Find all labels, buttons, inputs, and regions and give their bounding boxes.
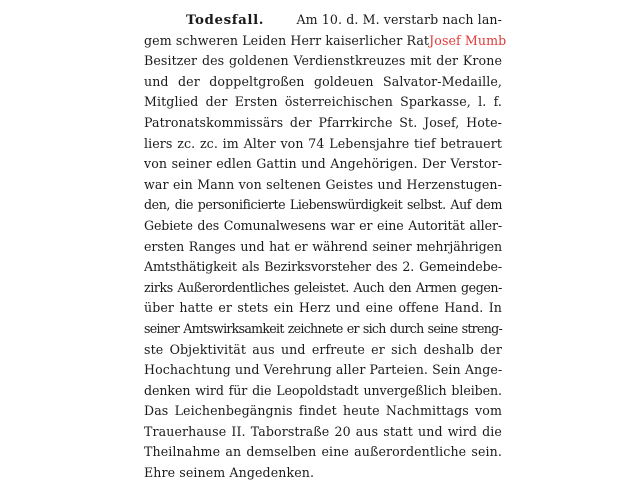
article-line xyxy=(144,92,502,113)
article-line xyxy=(144,340,502,361)
article-line-closing xyxy=(144,463,502,484)
article-line-2 xyxy=(144,31,507,52)
article-text: von seiner edlen Gattin und Angehörigen. Der Verstor- xyxy=(144,156,502,172)
deceased-name-highlight: Josef Mumb xyxy=(429,32,507,48)
article-text: Am 10. d. M. verstarb nach lan- xyxy=(296,12,502,27)
article-text: Mitglied der Ersten österreichischen Sparkasse, l. f. xyxy=(144,94,502,110)
article-line xyxy=(144,134,502,155)
article-text: seiner Amtswirksamkeit zeichnete er sich durch seine streng- xyxy=(144,320,502,336)
article-line xyxy=(144,319,502,340)
article-text: über hatte er stets ein Herz und eine offene Hand. In xyxy=(144,300,502,316)
article-line xyxy=(144,442,502,463)
article-text: denken wird für die Leopoldstadt unvergeßlich bleiben. xyxy=(144,382,502,398)
article-line-1 xyxy=(144,10,502,31)
article-line xyxy=(144,72,502,93)
article-text: den, die personificierte Liebenswürdigkeit selbst. Auf dem xyxy=(144,197,502,213)
article-line xyxy=(144,360,502,381)
article-text: Patronatskommissärs der Pfarrkirche St. Josef, Hote- xyxy=(144,114,502,130)
article-text: Theilnahme an demselben eine außerordentliche sein. xyxy=(144,444,502,460)
article-text: liers zc. zc. im Alter von 74 Lebensjahre tief betrauert xyxy=(144,135,502,151)
article-text: Besitzer des goldenen Verdienstkreuzes mit der Krone xyxy=(144,53,502,69)
article-text: war ein Mann von seltenen Geistes und Herzenstugen- xyxy=(144,176,502,192)
article-line xyxy=(144,257,502,278)
article-text: ste Objektivität aus und erfreute er sich deshalb der xyxy=(144,341,502,357)
article-text: Das Leichenbegängnis findet heute Nachmittags vom xyxy=(144,403,502,419)
article-line xyxy=(144,154,502,175)
article-line xyxy=(144,216,502,237)
article-text: zirks Außerordentliches geleistet. Auch den Armen gegen- xyxy=(144,279,502,295)
article-text: ersten Ranges und hat er während seiner mehrjährigen xyxy=(144,238,502,254)
article-text: Amtsthätigkeit als Bezirksvorsteher des 2. Gemeindebe- xyxy=(144,259,502,275)
article-text: Hochachtung und Verehrung aller Parteien. Sein Ange- xyxy=(144,362,503,378)
article-line xyxy=(144,195,502,216)
newspaper-clipping xyxy=(144,10,507,484)
article-line xyxy=(144,278,502,299)
article-headline: Todesfall. xyxy=(186,12,265,28)
article-line xyxy=(144,401,502,422)
article-text: Gebiete des Comunalwesens war er eine Autorität aller- xyxy=(144,217,502,233)
article-line xyxy=(144,422,502,443)
article-line xyxy=(144,51,502,72)
article-text: und der doppeltgroßen goldeuen Salvator-Medaille, xyxy=(144,73,502,89)
article-line xyxy=(144,298,502,319)
article-text: gem schweren Leiden Herr kaiserlicher Rat xyxy=(144,32,430,48)
article-line xyxy=(144,237,502,258)
article-line xyxy=(144,175,502,196)
article-line xyxy=(144,113,502,134)
article-text: Trauerhause II. Taborstraße 20 aus statt und wird die xyxy=(144,423,502,439)
article-line xyxy=(144,381,502,402)
article-text: Ehre seinem Angedenken. xyxy=(144,465,315,481)
